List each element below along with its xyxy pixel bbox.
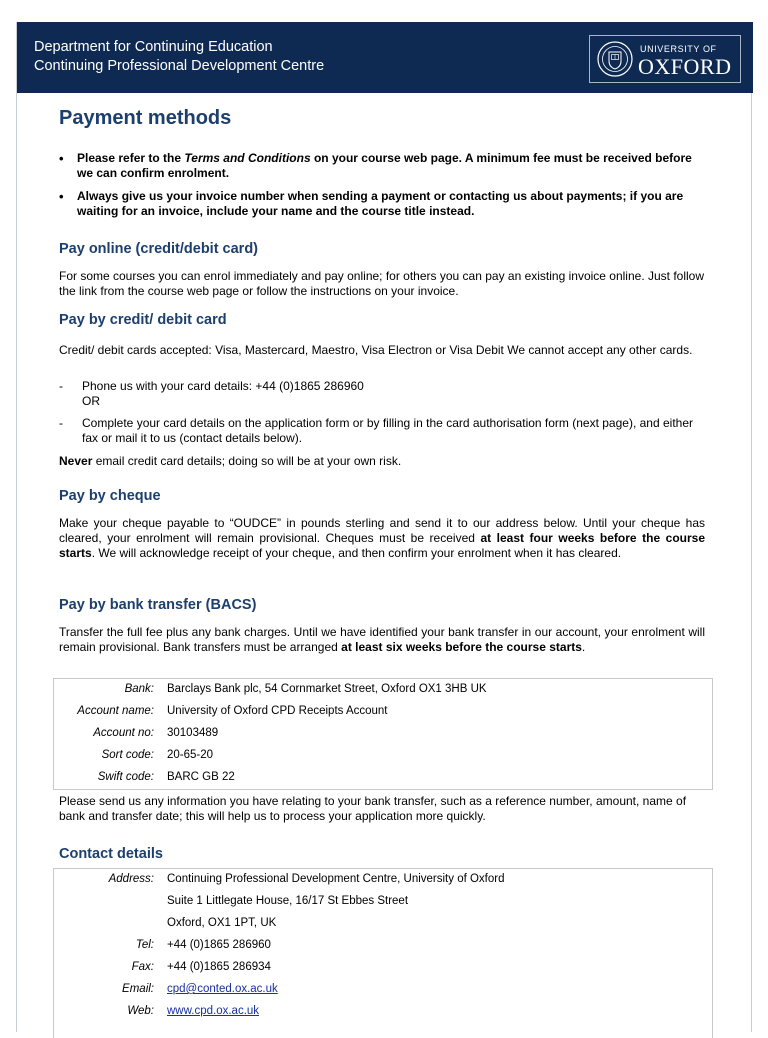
department-name: Department for Continuing Education [34,39,273,55]
table-row [54,979,712,1001]
dash-marker: - [59,416,63,430]
web-link[interactable]: www.cpd.ox.ac.uk [167,1005,260,1017]
bacs-after-text: Please send us any information you have relating to your bank transfer, such as a reference number, amount, name of bank and transfer date; this will help us to process your application more quickly. [59,794,687,823]
table-row [54,1001,712,1023]
heading-pay-card: Pay by credit/ debit card [59,312,227,328]
fax-value: +44 (0)1865 286934 [167,961,271,973]
address-label: Address: [108,873,154,885]
key-notes-list [59,151,705,227]
note-terms-pre: Please refer to the [77,151,185,165]
swift-code-label: Swift code: [97,771,154,783]
note-invoice: • Always give us your invoice number when sending a payment or contacting us about payments; if you are waiting for an invoice, include your name and the course title instead. [59,189,705,219]
table-row [54,767,712,789]
bank-details-table [53,678,713,790]
account-no-value: 30103489 [167,727,219,739]
account-no-label: Account no: [93,727,154,739]
oxford-logo [589,35,741,83]
terms-and-conditions-text: Terms and Conditions [184,151,311,165]
table-row [54,701,712,723]
pay-card-text: Credit/ debit cards accepted: Visa, Mastercard, Maestro, Visa Electron or Visa Debit We cannot accept any other cards. [59,343,693,357]
card-or-text: OR [82,394,100,408]
document-page [16,22,752,1032]
contact-details-table [53,868,713,1038]
pay-online-text: For some courses you can enrol immediately and pay online; for others you can pay an existing invoice online. Just follow the link from the course web page or follow the instructions on your invoice. [59,269,705,298]
note-terms [59,151,705,181]
sort-code-label: Sort code: [101,749,154,761]
card-form-text: Complete your card details on the application form or by filling in the card authorisation form (next page), and either fax or mail it to us (contact details below). [82,416,693,445]
web-label: Web: [127,1005,154,1017]
cheque-deadline: at least four weeks before the course starts [59,531,705,560]
fax-label: Fax: [131,961,154,973]
card-option-form [59,416,705,446]
header-banner [17,22,753,93]
address-line-1: Continuing Professional Development Centre, University of Oxford [167,873,505,885]
cheque-text-a: Make your cheque payable to “OUDCE” in pounds sterling and send it to our address below. Until your cheque has cleared, your enrolment will remain provisional. Cheques must be received [59,516,705,545]
table-row [54,723,712,745]
centre-name: Continuing Professional Development Centre [34,58,325,74]
page-title: Payment methods [59,107,232,129]
heading-pay-bacs: Pay by bank transfer (BACS) [59,597,257,613]
heading-contact: Contact details [59,846,163,862]
pay-bacs-text [59,625,705,655]
table-row [54,869,712,891]
logo-oxford: OXFORD [638,54,732,79]
bacs-text-a: Transfer the full fee plus any bank charges. Until we have identified your bank transfer in our account, your enrolment will remain provisional. Bank transfers must be arranged [59,625,705,654]
dash-marker: - [59,379,63,393]
card-option-phone [59,379,705,409]
email-label: Email: [122,983,154,995]
crest-icon [596,40,634,78]
table-row [54,957,712,979]
address-line-2: Suite 1 Littlegate House, 16/17 St Ebbes Street [167,895,409,907]
table-row [54,745,712,767]
bacs-deadline: at least six weeks before the course starts [341,640,582,654]
heading-pay-cheque: Pay by cheque [59,488,161,504]
never-email-warning [59,454,705,469]
tel-label: Tel: [135,939,154,951]
account-name-label: Account name: [77,705,154,717]
pay-cheque-text [59,516,705,561]
account-name-value: University of Oxford CPD Receipts Account [167,705,388,717]
cheque-text-b: . We will acknowledge receipt of your cheque, and then confirm your enrolment when it has cleared. [91,546,622,560]
card-phone-text: Phone us with your card details: +44 (0)1865 286960 [82,379,364,393]
table-row [54,935,712,957]
address-line-3: Oxford, OX1 1PT, UK [167,917,277,929]
swift-code-value: BARC GB 22 [167,771,235,783]
heading-pay-online: Pay online (credit/debit card) [59,241,259,257]
email-link[interactable]: cpd@conted.ox.ac.uk [167,983,278,995]
sort-code-value: 20-65-20 [167,749,214,761]
logo-university-of: UNIVERSITY OF [640,44,717,54]
bank-label: Bank: [124,683,154,695]
bacs-text-b: . [581,640,586,654]
bank-value: Barclays Bank plc, 54 Cornmarket Street, Oxford OX1 3HB UK [167,683,487,695]
never-rest: email credit card details; doing so will be at your own risk. [92,454,402,468]
table-row [54,891,712,913]
table-row [54,679,712,701]
tel-value: +44 (0)1865 286960 [167,939,271,951]
note-terms-post: on your course web page. A minimum fee must be received before we can confirm enrolment. [77,151,692,180]
table-row [54,913,712,935]
never-bold: Never [59,454,93,468]
